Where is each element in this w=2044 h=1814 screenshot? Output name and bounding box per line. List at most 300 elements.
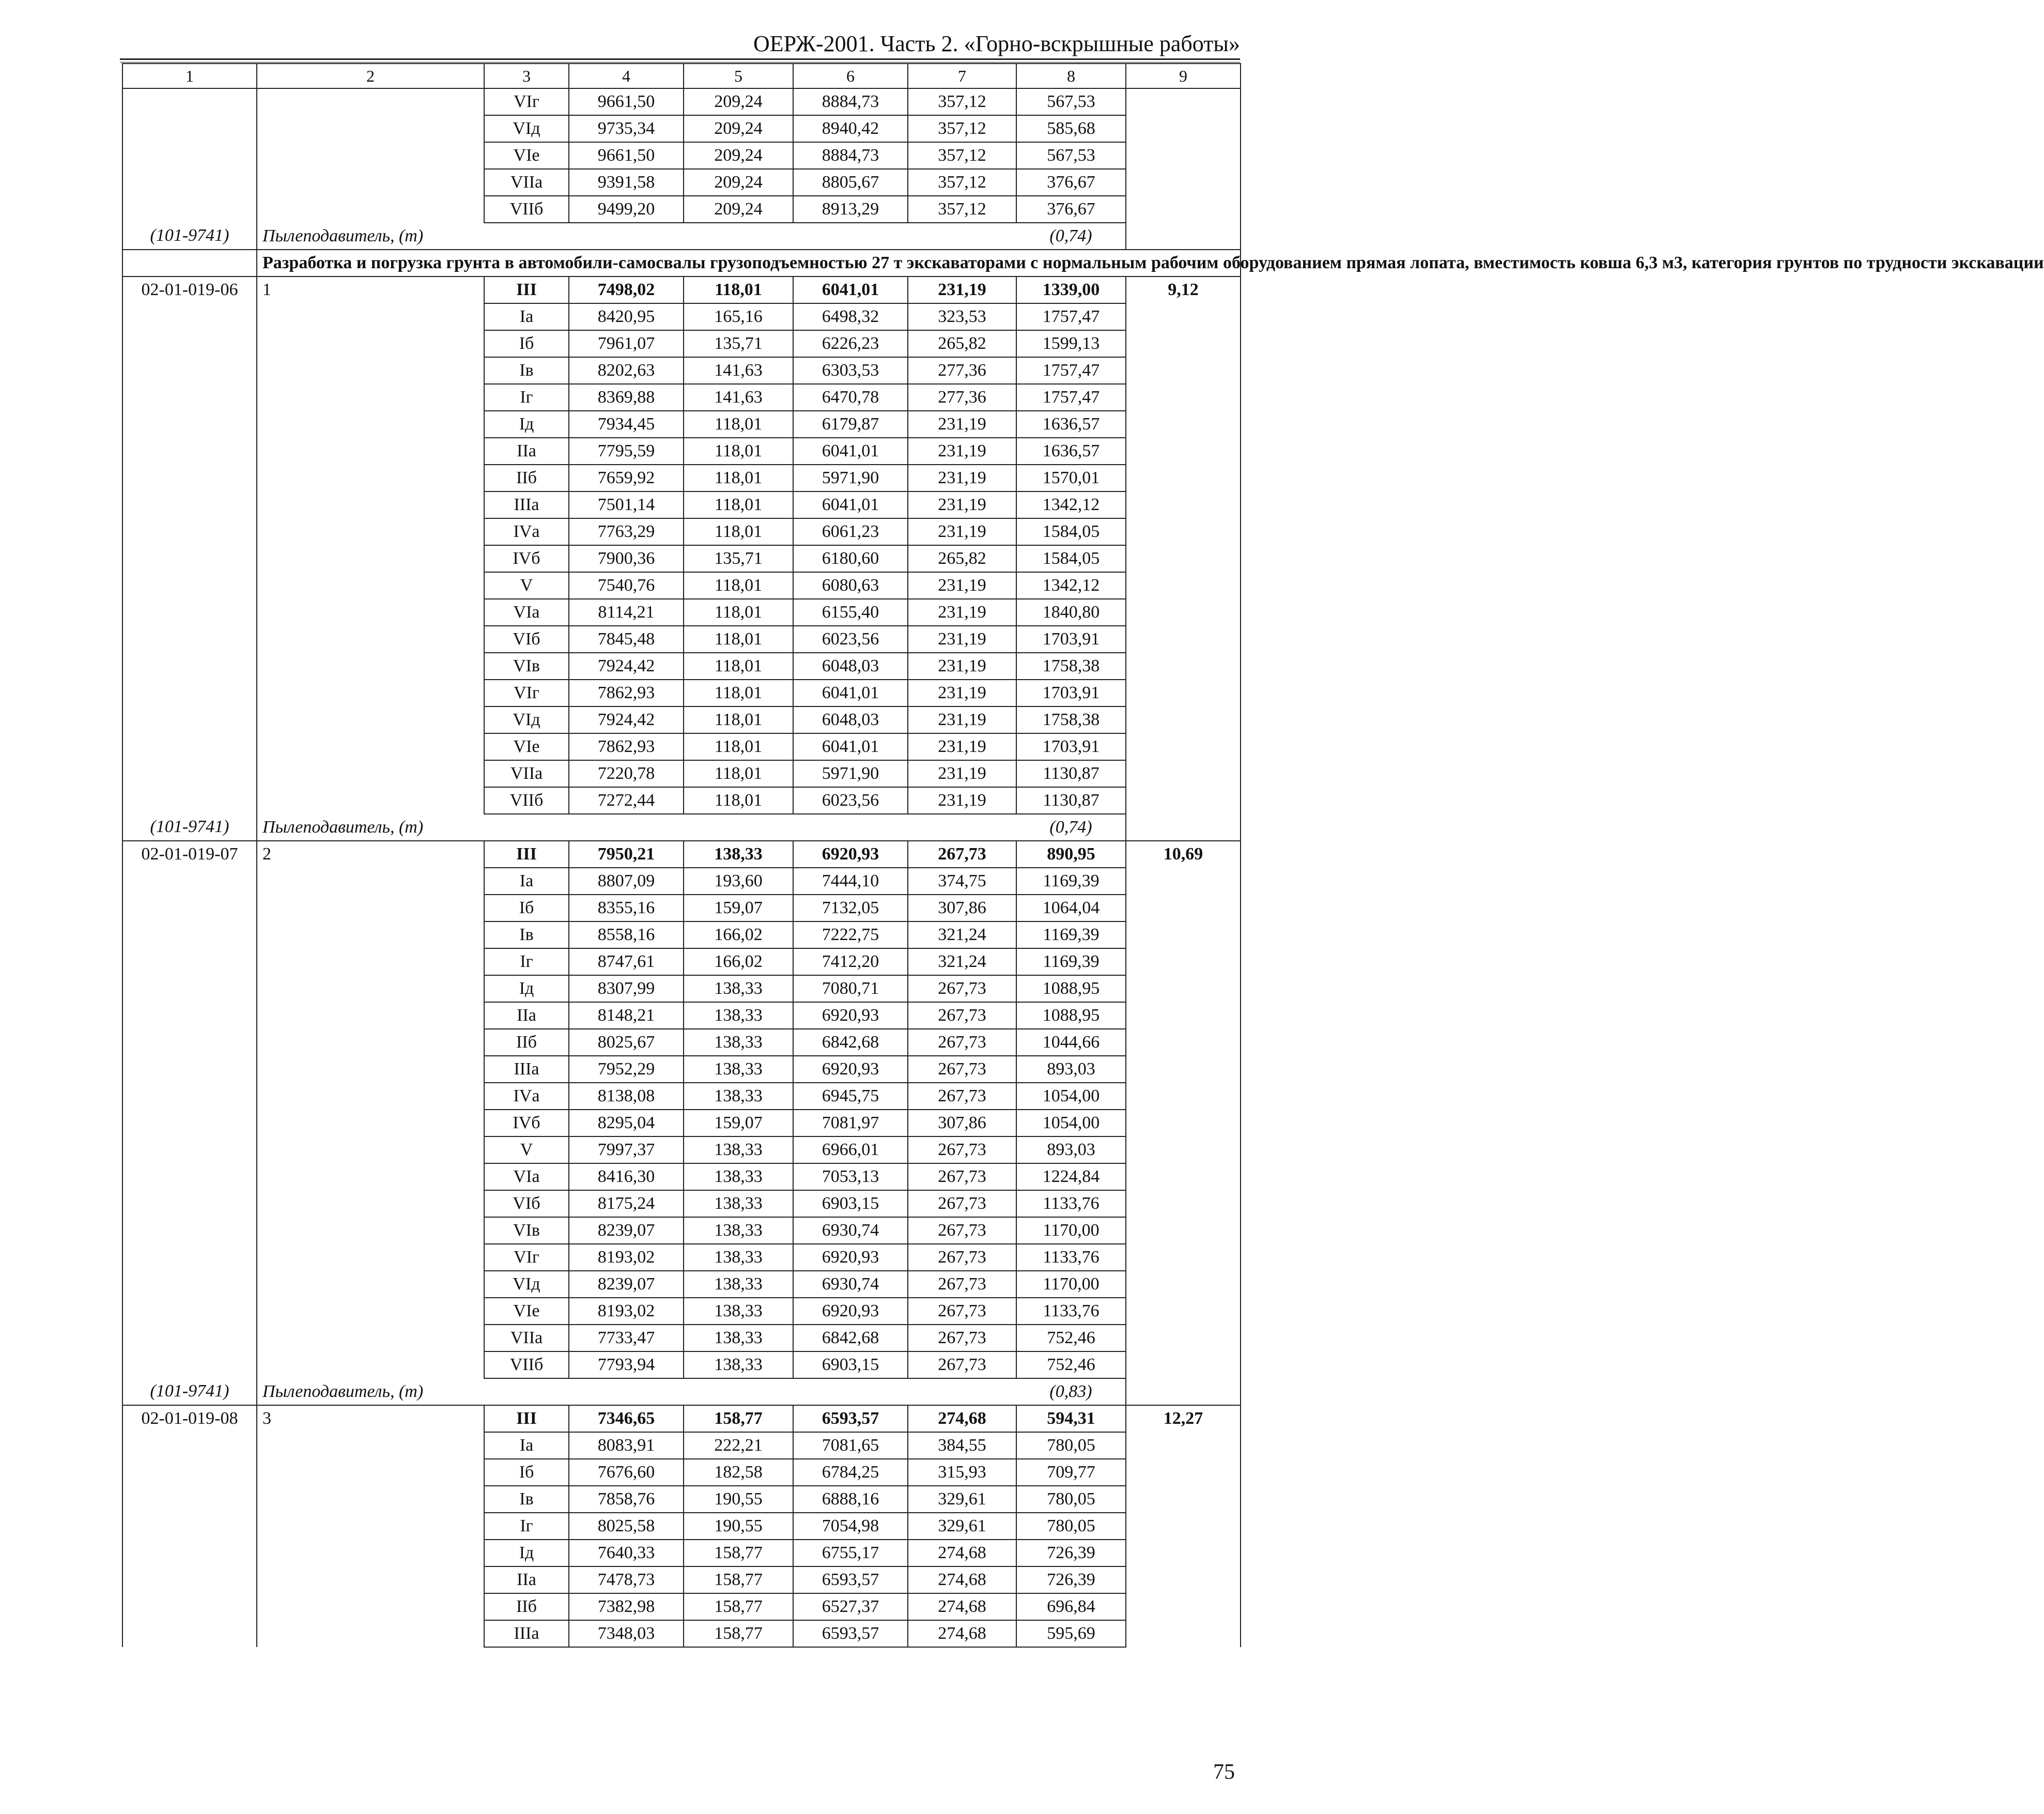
dust-name: Пылеподавитель, (т) <box>257 1378 569 1405</box>
value-cell: 6180,60 <box>793 545 908 572</box>
value-cell: 8083,91 <box>569 1432 684 1459</box>
code-cell <box>122 1540 257 1566</box>
value-cell: 231,19 <box>908 787 1016 814</box>
value-cell: 141,63 <box>684 357 793 384</box>
description-cell <box>257 921 484 948</box>
table-row <box>122 1244 1241 1271</box>
column9-cell <box>1126 1217 1241 1244</box>
value-cell: 6470,78 <box>793 384 908 411</box>
value-cell: 1342,12 <box>1016 491 1126 518</box>
description-cell <box>257 411 484 438</box>
column9-cell <box>1126 169 1241 196</box>
value-cell: 8025,58 <box>569 1513 684 1540</box>
soil-category: Iа <box>484 303 569 330</box>
value-cell: 7934,45 <box>569 411 684 438</box>
table-row <box>122 1271 1241 1298</box>
table-row <box>122 411 1241 438</box>
value-cell: 118,01 <box>684 760 793 787</box>
value-cell: 1570,01 <box>1016 465 1126 491</box>
code-cell <box>122 1190 257 1217</box>
value-cell: 6920,93 <box>793 1244 908 1271</box>
value-cell: 231,19 <box>908 760 1016 787</box>
column9-cell <box>1126 895 1241 921</box>
value-cell: 267,73 <box>908 1083 1016 1110</box>
column9-cell <box>1126 330 1241 357</box>
value-cell: 1757,47 <box>1016 384 1126 411</box>
value-cell: 8805,67 <box>793 169 908 196</box>
column-number: 8 <box>1016 64 1126 88</box>
table-row <box>122 1298 1241 1325</box>
empty-cell <box>569 223 684 250</box>
value-cell: 6903,15 <box>793 1190 908 1217</box>
value-cell: 7382,98 <box>569 1593 684 1620</box>
value-cell: 118,01 <box>684 438 793 465</box>
value-cell: 6842,68 <box>793 1029 908 1056</box>
value-cell: 231,19 <box>908 491 1016 518</box>
empty-cell <box>793 814 908 841</box>
value-cell: 274,68 <box>908 1566 1016 1593</box>
value-cell: 7793,94 <box>569 1351 684 1378</box>
soil-category: VIе <box>484 733 569 760</box>
column9-cell <box>1126 1083 1241 1110</box>
code-cell <box>122 142 257 169</box>
value-cell: 1840,80 <box>1016 599 1126 626</box>
value-cell: 9499,20 <box>569 196 684 223</box>
column9-cell <box>1126 948 1241 975</box>
value-cell: 138,33 <box>684 975 793 1002</box>
description-cell <box>257 1271 484 1298</box>
empty-cell <box>793 1378 908 1405</box>
code-cell <box>122 760 257 787</box>
value-cell: 190,55 <box>684 1486 793 1513</box>
value-cell: 5971,90 <box>793 760 908 787</box>
column9-cell <box>1126 1620 1241 1647</box>
value-cell: 893,03 <box>1016 1136 1126 1163</box>
value-cell: 267,73 <box>908 841 1016 868</box>
dust-value: (0,74) <box>1016 814 1126 841</box>
soil-category: IIIа <box>484 1620 569 1647</box>
value-cell: 6945,75 <box>793 1083 908 1110</box>
value-cell: 165,16 <box>684 303 793 330</box>
value-cell: 8884,73 <box>793 142 908 169</box>
column9-cell <box>1126 760 1241 787</box>
column-number: 5 <box>684 64 793 88</box>
table-row <box>122 733 1241 760</box>
table-row <box>122 545 1241 572</box>
description-cell <box>257 1351 484 1378</box>
value-cell: 138,33 <box>684 1325 793 1351</box>
soil-category: VIд <box>484 706 569 733</box>
description-cell <box>257 1190 484 1217</box>
value-cell: 780,05 <box>1016 1486 1126 1513</box>
code-cell <box>122 653 257 680</box>
value-cell: 7346,65 <box>569 1405 684 1432</box>
description-cell <box>257 1432 484 1459</box>
value-cell: 8558,16 <box>569 921 684 948</box>
table-row <box>122 1351 1241 1378</box>
code-cell <box>122 1163 257 1190</box>
column9-cell <box>1126 1110 1241 1136</box>
code-cell <box>122 1486 257 1513</box>
value-cell: 222,21 <box>684 1432 793 1459</box>
description-cell <box>257 1217 484 1244</box>
code-cell <box>122 1056 257 1083</box>
description-cell: 1 <box>257 276 484 303</box>
column9-cell <box>1126 1459 1241 1486</box>
value-cell: 274,68 <box>908 1405 1016 1432</box>
soil-category: VIе <box>484 1298 569 1325</box>
description-cell <box>257 545 484 572</box>
section-title-row <box>122 250 1241 276</box>
value-cell: 585,68 <box>1016 115 1126 142</box>
description-cell <box>257 1593 484 1620</box>
value-cell: 231,19 <box>908 411 1016 438</box>
value-cell: 231,19 <box>908 438 1016 465</box>
table-row <box>122 1136 1241 1163</box>
value-cell: 9661,50 <box>569 88 684 115</box>
value-cell: 7220,78 <box>569 760 684 787</box>
column9-cell <box>1126 1002 1241 1029</box>
value-cell: 158,77 <box>684 1593 793 1620</box>
table-row <box>122 438 1241 465</box>
description-cell <box>257 1083 484 1110</box>
column9-cell <box>1126 1513 1241 1540</box>
value-cell: 329,61 <box>908 1513 1016 1540</box>
value-cell: 8355,16 <box>569 895 684 921</box>
column9-cell <box>1126 1566 1241 1593</box>
value-cell: 7348,03 <box>569 1620 684 1647</box>
description-cell <box>257 733 484 760</box>
value-cell: 6179,87 <box>793 411 908 438</box>
value-cell: 1758,38 <box>1016 706 1126 733</box>
value-cell: 1636,57 <box>1016 438 1126 465</box>
description-cell <box>257 115 484 142</box>
table-row <box>122 1405 1241 1432</box>
soil-category: VIа <box>484 599 569 626</box>
value-cell: 9735,34 <box>569 115 684 142</box>
description-cell <box>257 196 484 223</box>
code-cell <box>122 1459 257 1486</box>
value-cell: 8747,61 <box>569 948 684 975</box>
table-row <box>122 1566 1241 1593</box>
code-cell <box>122 384 257 411</box>
column9-cell <box>1126 1029 1241 1056</box>
column9-cell <box>1126 357 1241 384</box>
value-cell: 1703,91 <box>1016 733 1126 760</box>
table-row <box>122 1163 1241 1190</box>
column9-cell <box>1126 491 1241 518</box>
code-cell <box>122 868 257 895</box>
value-cell: 1224,84 <box>1016 1163 1126 1190</box>
soil-category: VIIб <box>484 787 569 814</box>
table-row <box>122 491 1241 518</box>
soil-category: VIг <box>484 88 569 115</box>
soil-category: IIб <box>484 1029 569 1056</box>
value-cell: 8307,99 <box>569 975 684 1002</box>
column9-cell <box>1126 1540 1241 1566</box>
value-cell: 118,01 <box>684 518 793 545</box>
code-cell <box>122 438 257 465</box>
column9-cell <box>1126 868 1241 895</box>
dust-code: (101-9741) <box>122 1378 257 1405</box>
column-number: 6 <box>793 64 908 88</box>
code-cell <box>122 680 257 706</box>
value-cell: 267,73 <box>908 1351 1016 1378</box>
table-row <box>122 384 1241 411</box>
value-cell: 696,84 <box>1016 1593 1126 1620</box>
value-cell: 1044,66 <box>1016 1029 1126 1056</box>
value-cell: 1339,00 <box>1016 276 1126 303</box>
column9-cell <box>1126 438 1241 465</box>
code-cell <box>122 787 257 814</box>
dust-value: (0,74) <box>1016 223 1126 250</box>
value-cell: 6930,74 <box>793 1271 908 1298</box>
value-cell: 118,01 <box>684 733 793 760</box>
value-cell: 267,73 <box>908 1244 1016 1271</box>
value-cell: 231,19 <box>908 626 1016 653</box>
column9-cell: 10,69 <box>1126 841 1241 868</box>
value-cell: 7272,44 <box>569 787 684 814</box>
soil-category: VIIб <box>484 196 569 223</box>
table-row <box>122 706 1241 733</box>
value-cell: 209,24 <box>684 169 793 196</box>
code-cell <box>122 545 257 572</box>
value-cell: 307,86 <box>908 895 1016 921</box>
column9-cell <box>1126 1432 1241 1459</box>
description-cell <box>257 1513 484 1540</box>
value-cell: 8913,29 <box>793 196 908 223</box>
value-cell: 6498,32 <box>793 303 908 330</box>
code-cell <box>122 1566 257 1593</box>
table-row <box>122 1593 1241 1620</box>
value-cell: 321,24 <box>908 921 1016 948</box>
description-cell <box>257 465 484 491</box>
soil-category: III <box>484 1405 569 1432</box>
value-cell: 6784,25 <box>793 1459 908 1486</box>
value-cell: 267,73 <box>908 1136 1016 1163</box>
value-cell: 7795,59 <box>569 438 684 465</box>
soil-category: IIIа <box>484 491 569 518</box>
soil-category: Iб <box>484 330 569 357</box>
soil-category: III <box>484 841 569 868</box>
table-row <box>122 760 1241 787</box>
table-row <box>122 680 1241 706</box>
dust-value: (0,83) <box>1016 1378 1126 1405</box>
value-cell: 9391,58 <box>569 169 684 196</box>
table-row <box>122 518 1241 545</box>
soil-category: VIг <box>484 1244 569 1271</box>
code-cell <box>122 1513 257 1540</box>
column9-cell <box>1126 1244 1241 1271</box>
column9-cell <box>1126 653 1241 680</box>
soil-category: V <box>484 572 569 599</box>
value-cell: 323,53 <box>908 303 1016 330</box>
value-cell: 1133,76 <box>1016 1244 1126 1271</box>
soil-category: V <box>484 1136 569 1163</box>
value-cell: 6966,01 <box>793 1136 908 1163</box>
value-cell: 6593,57 <box>793 1620 908 1647</box>
value-cell: 893,03 <box>1016 1056 1126 1083</box>
value-cell: 138,33 <box>684 1298 793 1325</box>
value-cell: 158,77 <box>684 1566 793 1593</box>
value-cell: 7961,07 <box>569 330 684 357</box>
value-cell: 1130,87 <box>1016 787 1126 814</box>
empty-cell <box>908 814 1016 841</box>
column9-cell <box>1126 787 1241 814</box>
value-cell: 780,05 <box>1016 1432 1126 1459</box>
value-cell: 267,73 <box>908 1190 1016 1217</box>
code-cell <box>122 1083 257 1110</box>
table-row <box>122 1459 1241 1486</box>
soil-category: VIг <box>484 680 569 706</box>
code-cell <box>122 1620 257 1647</box>
value-cell: 138,33 <box>684 1083 793 1110</box>
table-row <box>122 1190 1241 1217</box>
dust-name: Пылеподавитель, (т) <box>257 814 569 841</box>
value-cell: 6903,15 <box>793 1351 908 1378</box>
code-cell <box>122 169 257 196</box>
table-row <box>122 1486 1241 1513</box>
description-cell <box>257 653 484 680</box>
soil-category: IIа <box>484 1566 569 1593</box>
value-cell: 138,33 <box>684 1002 793 1029</box>
value-cell: 1169,39 <box>1016 921 1126 948</box>
value-cell: 138,33 <box>684 1351 793 1378</box>
header-rule-thick <box>120 58 1240 60</box>
dust-name: Пылеподавитель, (т) <box>257 223 569 250</box>
code-cell <box>122 1002 257 1029</box>
value-cell: 231,19 <box>908 680 1016 706</box>
description-cell <box>257 948 484 975</box>
code-cell <box>122 1593 257 1620</box>
value-cell: 7054,98 <box>793 1513 908 1540</box>
value-cell: 6930,74 <box>793 1217 908 1244</box>
value-cell: 267,73 <box>908 1217 1016 1244</box>
table-row <box>122 88 1241 115</box>
column9-cell <box>1126 706 1241 733</box>
empty-cell <box>684 223 793 250</box>
value-cell: 277,36 <box>908 384 1016 411</box>
code-cell <box>122 1325 257 1351</box>
table-row <box>122 196 1241 223</box>
column9-cell <box>1126 1593 1241 1620</box>
table-row <box>122 465 1241 491</box>
value-cell: 267,73 <box>908 1056 1016 1083</box>
column9-cell <box>1126 599 1241 626</box>
column9-cell <box>1126 1056 1241 1083</box>
value-cell: 8807,09 <box>569 868 684 895</box>
dust-code: (101-9741) <box>122 223 257 250</box>
table-row <box>122 169 1241 196</box>
table-row <box>122 653 1241 680</box>
section-title: Разработка и погрузка грунта в автомобили-самосвалы грузоподъемностью 27 т экскаваторами с нормальным рабочим оборудованием прямая лопата, вместимость ковша 6,3 м3, категория грунтов по трудности экскавации <box>257 250 1241 276</box>
code-cell <box>122 518 257 545</box>
column9-cell <box>1126 1136 1241 1163</box>
soil-category: Iа <box>484 1432 569 1459</box>
value-cell: 7412,20 <box>793 948 908 975</box>
column9-cell <box>1126 921 1241 948</box>
value-cell: 7763,29 <box>569 518 684 545</box>
table-row <box>122 787 1241 814</box>
value-cell: 315,93 <box>908 1459 1016 1486</box>
value-cell: 8884,73 <box>793 88 908 115</box>
soil-category: IVб <box>484 545 569 572</box>
rates-table <box>122 63 2044 1648</box>
code-cell <box>122 895 257 921</box>
value-cell: 182,58 <box>684 1459 793 1486</box>
soil-category: IIб <box>484 1593 569 1620</box>
value-cell: 118,01 <box>684 465 793 491</box>
soil-category: Iв <box>484 1486 569 1513</box>
value-cell: 384,55 <box>908 1432 1016 1459</box>
value-cell: 231,19 <box>908 599 1016 626</box>
code-cell <box>122 921 257 948</box>
column9-cell <box>1126 303 1241 330</box>
description-cell <box>257 680 484 706</box>
value-cell: 7222,75 <box>793 921 908 948</box>
code-cell: 02-01-019-08 <box>122 1405 257 1432</box>
code-cell <box>122 599 257 626</box>
value-cell: 231,19 <box>908 518 1016 545</box>
soil-category: Iв <box>484 921 569 948</box>
code-cell <box>122 1110 257 1136</box>
value-cell: 5971,90 <box>793 465 908 491</box>
soil-category: Iд <box>484 411 569 438</box>
value-cell: 7733,47 <box>569 1325 684 1351</box>
code-cell: 02-01-019-07 <box>122 841 257 868</box>
table-row <box>122 626 1241 653</box>
dust-suppressant-row <box>122 223 1241 250</box>
value-cell: 890,95 <box>1016 841 1126 868</box>
value-cell: 274,68 <box>908 1593 1016 1620</box>
value-cell: 6041,01 <box>793 438 908 465</box>
value-cell: 357,12 <box>908 142 1016 169</box>
value-cell: 138,33 <box>684 1163 793 1190</box>
column9-cell <box>1126 626 1241 653</box>
value-cell: 231,19 <box>908 706 1016 733</box>
soil-category: Iд <box>484 975 569 1002</box>
code-cell: 02-01-019-06 <box>122 276 257 303</box>
value-cell: 7640,33 <box>569 1540 684 1566</box>
empty-cell <box>793 223 908 250</box>
description-cell <box>257 438 484 465</box>
value-cell: 1130,87 <box>1016 760 1126 787</box>
value-cell: 8025,67 <box>569 1029 684 1056</box>
value-cell: 6023,56 <box>793 787 908 814</box>
column9-cell <box>1126 88 1241 115</box>
soil-category: VIа <box>484 1163 569 1190</box>
value-cell: 209,24 <box>684 115 793 142</box>
value-cell: 118,01 <box>684 572 793 599</box>
value-cell: 1088,95 <box>1016 975 1126 1002</box>
description-cell <box>257 330 484 357</box>
value-cell: 138,33 <box>684 1271 793 1298</box>
description-cell <box>257 626 484 653</box>
soil-category: Iг <box>484 1513 569 1540</box>
description-cell <box>257 357 484 384</box>
value-cell: 7676,60 <box>569 1459 684 1486</box>
value-cell: 231,19 <box>908 733 1016 760</box>
value-cell: 357,12 <box>908 115 1016 142</box>
value-cell: 8202,63 <box>569 357 684 384</box>
description-cell <box>257 975 484 1002</box>
description-cell <box>257 169 484 196</box>
table-row <box>122 1056 1241 1083</box>
table-row <box>122 1029 1241 1056</box>
description-cell: 2 <box>257 841 484 868</box>
soil-category: Iг <box>484 384 569 411</box>
value-cell: 1342,12 <box>1016 572 1126 599</box>
